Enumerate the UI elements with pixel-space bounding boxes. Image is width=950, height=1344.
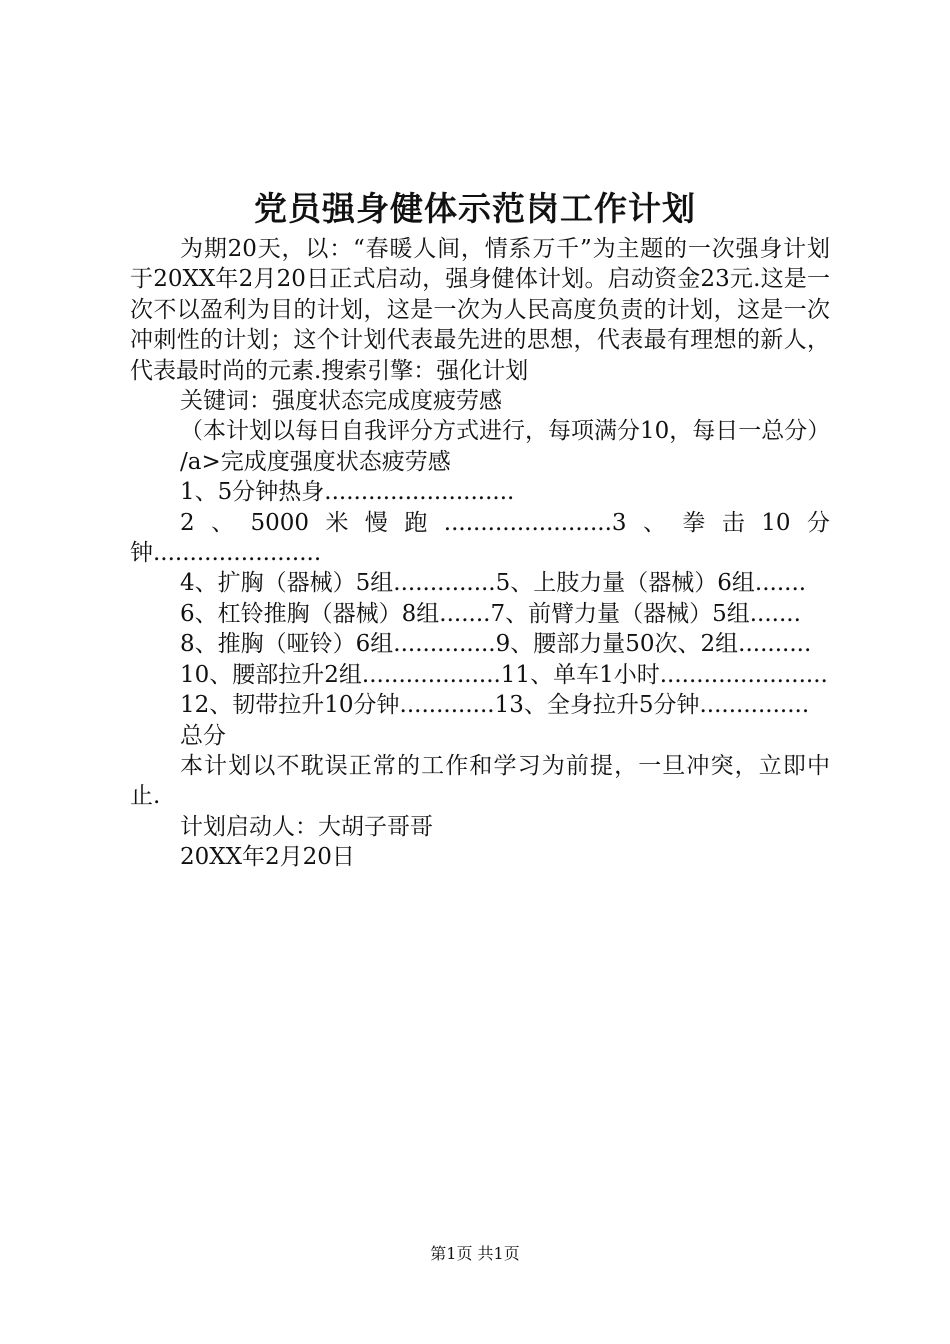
date-line: 20XX年2月20日	[180, 844, 355, 871]
initiator-line: 计划启动人：大胡子哥哥	[180, 813, 433, 840]
document-title: 党员强身健体示范岗工作计划	[254, 189, 696, 228]
exercise-item: 12、韧带拉升10分钟.............13、全身拉升5分钟...............	[180, 692, 810, 719]
exercise-item: 10、腰部拉升2组...................11、单车1小时.......................	[180, 661, 828, 688]
page-footer: 第1页 共1页	[430, 1244, 520, 1263]
premise-paragraph: 本计划以不耽误正常的工作和学习为前提，一旦冲突，立即中止.	[130, 752, 830, 810]
score-columns-line: /a>完成度强度状态疲劳感	[180, 448, 451, 475]
scoring-note: （本计划以每日自我评分方式进行，每项满分10，每日一总分）	[180, 418, 831, 445]
exercise-item: 6、杠铃推胸（器械）8组.......7、前臂力量（器械）5组.......	[180, 600, 801, 627]
keywords-line: 关键词：强度状态完成度疲劳感	[180, 388, 502, 415]
exercise-item: 4、扩胸（器械）5组..............5、上肢力量（器械）6组.......	[180, 570, 807, 597]
document-body	[130, 234, 830, 873]
exercise-item: 8、推胸（哑铃）6组..............9、腰部力量50次、2组..........	[180, 631, 812, 658]
exercise-item: 1、5分钟热身..........................	[180, 479, 515, 506]
intro-paragraph: 为期20天，以：“春暖人间，情系万千”为主题的一次强身计划于20XX年2月20日正式启动，强身健体计划。启动资金23元.这是一次不以盈利为目的计划，这是一次为人民高度负责的计划，这是一次冲刺性的计划；这个计划代表最先进的思想，代表最有理想的新人，代表最时尚的元素.搜索引擎：强化计划	[130, 236, 830, 384]
exercise-item: 2、5000米慢跑.......................3、拳击10分钟.......................	[130, 509, 830, 567]
total-score-line: 总分	[180, 722, 226, 749]
